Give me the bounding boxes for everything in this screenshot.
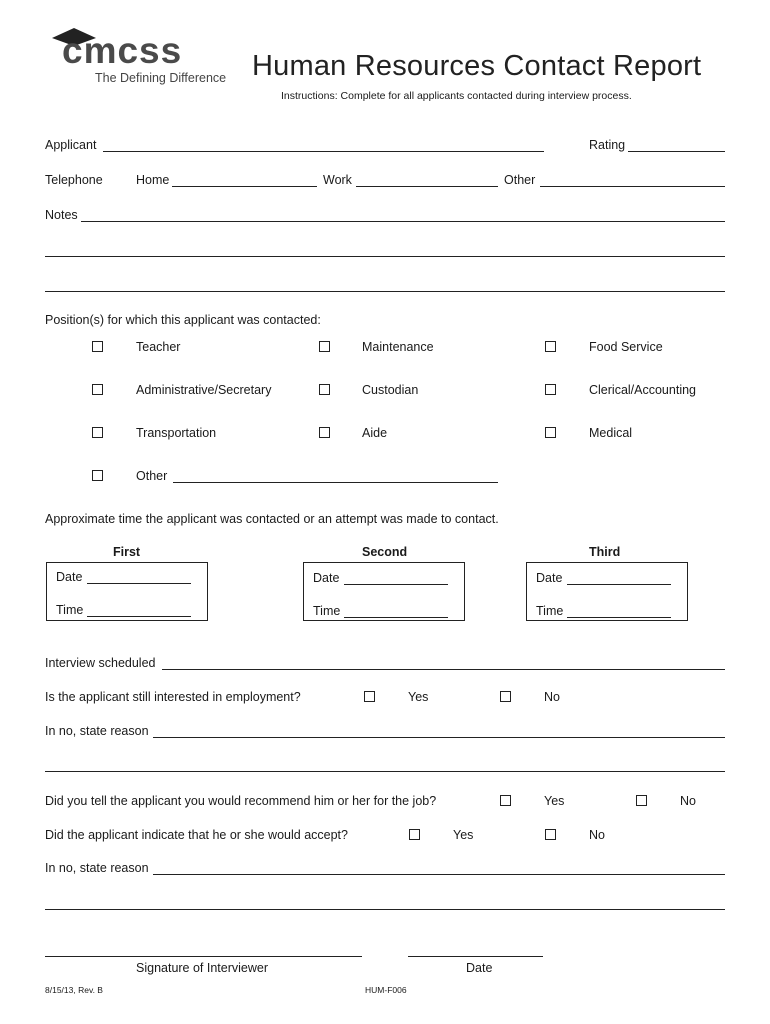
food-service-label: Food Service (589, 340, 663, 354)
accept-no-checkbox[interactable] (545, 829, 556, 840)
medical-checkbox[interactable] (545, 427, 556, 438)
aide-label: Aide (362, 426, 388, 440)
reason-field-2a[interactable] (153, 874, 725, 875)
second-date-field[interactable] (344, 584, 448, 585)
recommend-no-label: No (680, 794, 696, 808)
reason-field-1b[interactable] (45, 771, 725, 772)
administrative-checkbox[interactable] (92, 384, 103, 395)
maintenance-checkbox[interactable] (319, 341, 330, 352)
home-phone-field[interactable] (172, 186, 317, 187)
custodian-checkbox[interactable] (319, 384, 330, 395)
rating-field[interactable] (628, 151, 725, 152)
accept-no-label: No (589, 828, 605, 842)
maintenance-label: Maintenance (362, 340, 434, 354)
first-time-label: Time (56, 603, 84, 617)
accept-yes-checkbox[interactable] (409, 829, 420, 840)
accept-label: Did the applicant indicate that he or she would accept? (45, 828, 348, 842)
clerical-checkbox[interactable] (545, 384, 556, 395)
teacher-label: Teacher (136, 340, 181, 354)
notes-field-1[interactable] (81, 221, 725, 222)
second-time-field[interactable] (344, 617, 448, 618)
reason-label-2: In no, state reason (45, 861, 149, 875)
accept-yes-label: Yes (453, 828, 474, 842)
second-date-label: Date (313, 571, 340, 585)
contact-time-heading: Approximate time the applicant was contacted or an attempt was made to contact. (45, 512, 499, 526)
telephone-label: Telephone (45, 173, 103, 187)
work-phone-field[interactable] (356, 186, 498, 187)
transportation-label: Transportation (136, 426, 217, 440)
applicant-label: Applicant (45, 138, 97, 152)
medical-label: Medical (589, 426, 633, 440)
interview-scheduled-label: Interview scheduled (45, 656, 156, 670)
interview-scheduled-field[interactable] (162, 669, 725, 670)
signature-label: Signature of Interviewer (136, 961, 269, 975)
instructions: Instructions: Complete for all applicants contacted during interview process. (281, 90, 632, 102)
signature-field[interactable] (45, 956, 362, 957)
third-column-header: Third (589, 545, 621, 559)
other-position-label: Other (136, 469, 168, 483)
logo-wordmark: cmcss (62, 30, 183, 71)
first-date-label: Date (56, 570, 83, 584)
clerical-label: Clerical/Accounting (589, 383, 696, 397)
second-time-label: Time (313, 604, 341, 618)
third-time-label: Time (536, 604, 564, 618)
recommend-yes-checkbox[interactable] (500, 795, 511, 806)
reason-label-1: In no, state reason (45, 724, 149, 738)
third-date-label: Date (536, 571, 563, 585)
first-time-field[interactable] (87, 616, 191, 617)
administrative-label: Administrative/Secretary (136, 383, 272, 397)
reason-field-2b[interactable] (45, 909, 725, 910)
aide-checkbox[interactable] (319, 427, 330, 438)
signature-date-field[interactable] (408, 956, 543, 957)
third-date-field[interactable] (567, 584, 671, 585)
other-position-field[interactable] (173, 482, 498, 483)
work-label: Work (323, 173, 352, 187)
transportation-checkbox[interactable] (92, 427, 103, 438)
notes-field-3[interactable] (45, 291, 725, 292)
still-interested-label: Is the applicant still interested in employment? (45, 690, 301, 704)
custodian-label: Custodian (362, 383, 419, 397)
signature-date-label: Date (466, 961, 493, 975)
second-column-header: Second (362, 545, 408, 559)
revision-text: 8/15/13, Rev. B (45, 985, 103, 995)
notes-label: Notes (45, 208, 78, 222)
page-title: Human Resources Contact Report (252, 50, 702, 82)
interested-no-checkbox[interactable] (500, 691, 511, 702)
other-phone-label: Other (504, 173, 536, 187)
third-time-field[interactable] (567, 617, 671, 618)
home-label: Home (136, 173, 170, 187)
form-id: HUM-F006 (365, 985, 407, 995)
recommend-label: Did you tell the applicant you would recommend him or her for the job? (45, 794, 437, 808)
recommend-yes-label: Yes (544, 794, 565, 808)
logo-tagline: The Defining Difference (95, 71, 227, 85)
reason-field-1a[interactable] (153, 737, 725, 738)
food-service-checkbox[interactable] (545, 341, 556, 352)
teacher-checkbox[interactable] (92, 341, 103, 352)
interested-no-label: No (544, 690, 560, 704)
notes-field-2[interactable] (45, 256, 725, 257)
interested-yes-checkbox[interactable] (364, 691, 375, 702)
rating-label: Rating (589, 138, 626, 152)
other-phone-field[interactable] (540, 186, 725, 187)
interested-yes-label: Yes (408, 690, 429, 704)
applicant-field[interactable] (103, 151, 544, 152)
positions-heading: Position(s) for which this applicant was contacted: (45, 313, 321, 327)
other-position-checkbox[interactable] (92, 470, 103, 481)
recommend-no-checkbox[interactable] (636, 795, 647, 806)
first-column-header: First (113, 545, 141, 559)
first-date-field[interactable] (87, 583, 191, 584)
